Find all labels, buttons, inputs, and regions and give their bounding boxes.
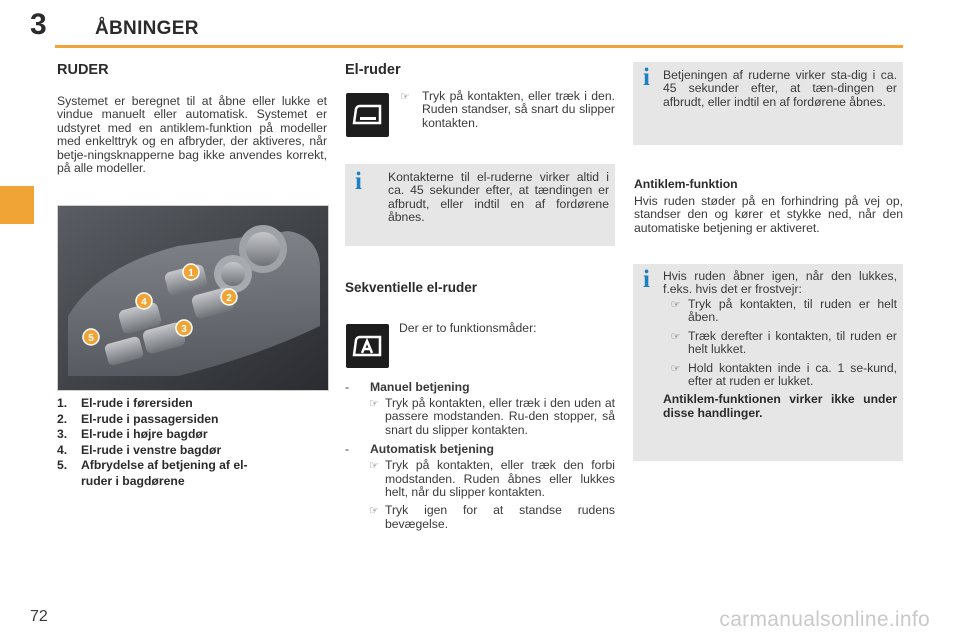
window-switch-photo: [57, 205, 329, 391]
mode-auto: - Automatisk betjening: [345, 442, 494, 457]
info-icon: i: [355, 168, 362, 195]
legend-item: 5. Afbrydelse af betjening af el-ruder i bagdørene: [57, 458, 248, 488]
ruder-intro: Systemet er beregnet til at åbne eller lukke et vindue manuelt eller automatisk. Systemet er udstyret med en antiklem-funktion på modeller med enkelttryk og en afbryder, der aktiveres, når betje-ningsknapperne bag ikke anvendes korrekt, på alle modeller.: [57, 94, 327, 176]
window-switch-icon: [346, 93, 389, 137]
info-bottom-bullet: ☞ Tryk på kontakten, til ruden er helt åben.: [663, 298, 897, 325]
pointing-hand-icon: ☞: [670, 330, 681, 343]
chapter-side-tab: [0, 186, 34, 224]
chapter-title: ÅBNINGER: [95, 18, 199, 39]
antiklem-text: Hvis ruden støder på en forhindring på vej op, standser den og kører et stykke ned, når den automatiske betjening er aktiveret.: [634, 194, 903, 235]
callout-3: 3: [181, 324, 187, 335]
pointing-hand-icon: ☞: [369, 460, 379, 473]
elruder-bullet: ☞ Tryk på kontakten, eller træk i den. Ruden standser, så snart du slipper kontakten.: [400, 89, 615, 130]
info-bottom-bullet: ☞ Hold kontakten inde i ca. 1 se-kund, efter at ruden er lukket.: [663, 362, 897, 389]
antiklem-title: Antiklem-funktion: [634, 177, 738, 191]
switch-legend: [57, 396, 327, 490]
modes-list: [345, 380, 615, 536]
ruder-title: RUDER: [57, 62, 109, 78]
legend-item: 4. El-rude i venstre bagdør: [57, 442, 222, 457]
page-number: 72: [30, 608, 48, 625]
callout-5: 5: [88, 333, 94, 344]
callout-2: 2: [226, 293, 232, 304]
info-bottom-intro: Hvis ruden åbner igen, når den lukkes, f.eks. hvis det er frostvejr:: [663, 269, 897, 297]
info-icon: i: [643, 64, 650, 91]
legend-item: 3. El-rude i højre bagdør: [57, 427, 208, 442]
mode-auto-bullet: ☞ Tryk på kontakten, eller træk den forbi modstanden. Ruden åbnes eller lukkes helt, når du slipper kontakten.: [369, 458, 615, 500]
info-box-switches: [345, 164, 615, 246]
pointing-hand-icon: ☞: [670, 299, 681, 311]
sekventielle-intro: Der er to funktionsmåder:: [399, 321, 537, 335]
callout-4: 4: [141, 297, 147, 308]
pointing-hand-icon: ☞: [400, 91, 410, 103]
header-rule: [55, 45, 903, 48]
pointing-hand-icon: ☞: [369, 398, 379, 410]
info-box-operation: [633, 62, 903, 145]
info-box-antiklem: [633, 264, 903, 461]
callout-1: 1: [188, 268, 194, 279]
info-icon: i: [643, 266, 650, 293]
watermark: carmanualsonline.info: [719, 608, 930, 631]
window-switch-illustration: [58, 206, 328, 390]
pointing-hand-icon: ☞: [369, 505, 379, 518]
legend-item: 2. El-rude i passagersiden: [57, 411, 219, 426]
chapter-number: 3: [30, 8, 47, 41]
mode-auto-bullet: ☞ Tryk igen for at standse rudens bevægelse.: [369, 503, 615, 531]
legend-item: 1. El-rude i førersiden: [57, 396, 193, 410]
pointing-hand-icon: ☞: [670, 362, 681, 375]
sekventielle-title: Sekventielle el-ruder: [345, 280, 478, 295]
info-top-text: Betjeningen af ruderne virker sta-dig i ca. 45 sekunder efter, at tæn-dingen er afbrudt, eller indtil en af fordørene åbnes.: [663, 68, 897, 109]
auto-window-icon: [346, 324, 389, 368]
mode-manual: - Manuel betjening: [345, 380, 470, 394]
info-bottom-bullet: ☞ Træk derefter i kontakten, til ruden er helt lukket.: [663, 330, 897, 357]
elruder-title: El-ruder: [345, 62, 401, 78]
info-box-text: Kontakterne til el-ruderne virker altid i ca. 45 sekunder efter, at tændingen er afbrudt, eller indtil en af fordørene åbnes.: [388, 170, 609, 225]
info-bottom-warning: Antiklem-funktionen virker ikke under disse handlinger.: [663, 392, 897, 420]
mode-manual-bullet: ☞ Tryk på kontakten, eller træk i den uden at passere modstanden. Ru-den stopper, så snart du slipper kontakten.: [369, 396, 615, 437]
